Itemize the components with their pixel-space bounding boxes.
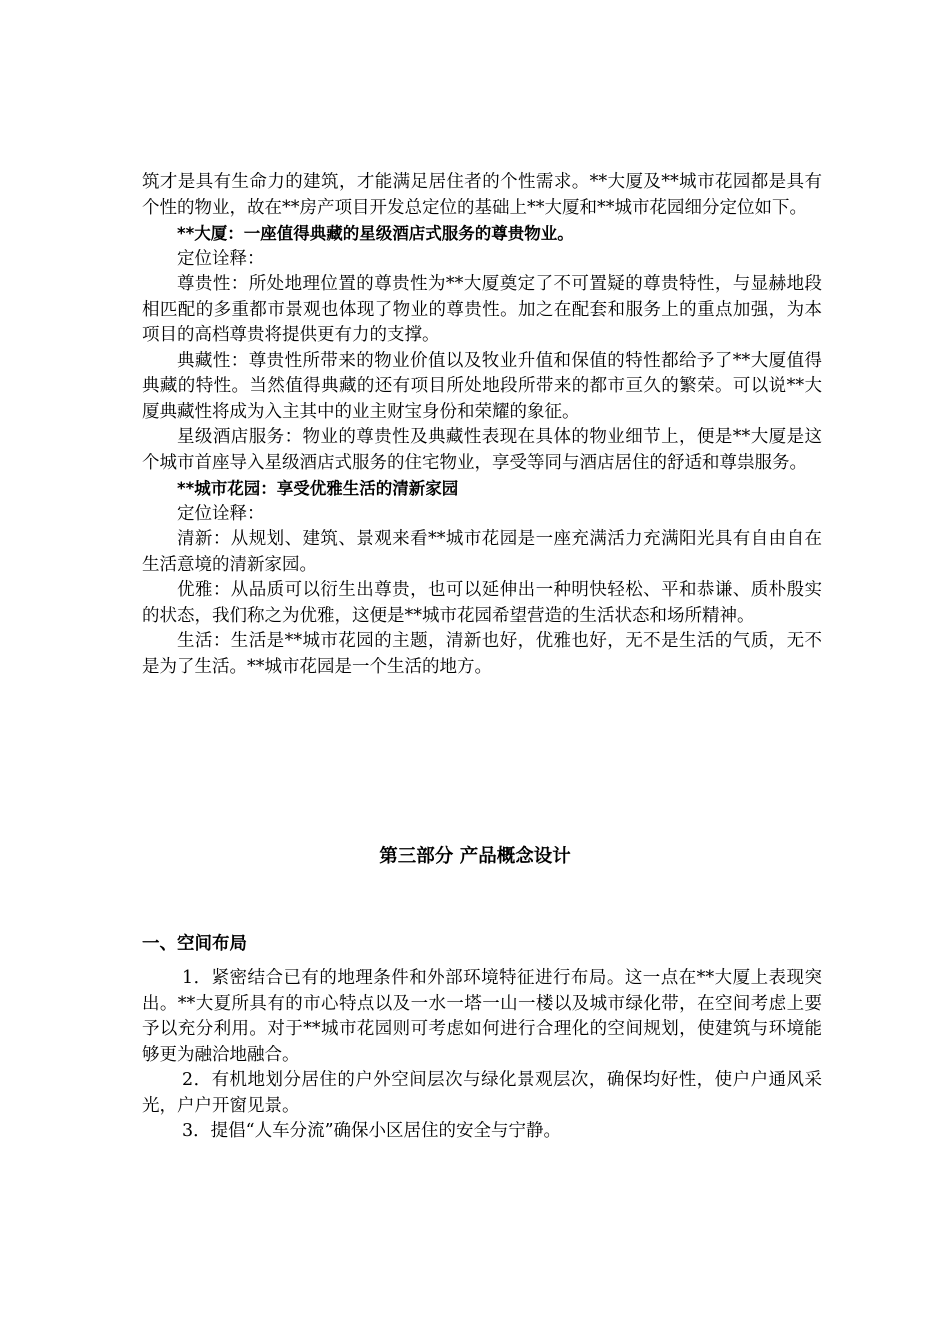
positioning-section (142, 170, 822, 680)
garden-life-paragraph: 生活：生活是**城市花园的主题，清新也好，优雅也好，无不是生活的气质，无不是为了生活。**城市花园是一个生活的地方。 (142, 631, 822, 677)
dasha-interpretation-label: 定位诠释： (177, 248, 265, 269)
layout-item-2: 2．有机地划分居住的户外空间层次与绿化景观层次，确保均好性，使户户通风采光，户户开窗见景。 (142, 1070, 822, 1116)
garden-elegant-paragraph: 优雅：从品质可以衍生出尊贵，也可以延伸出一种明快轻松、平和恭谦、质朴殷实的状态，我们称之为优雅，这便是**城市花园希望营造的生活状态和场所精神。 (142, 580, 822, 626)
garden-positioning-heading: **城市花园：享受优雅生活的清新家园 (177, 479, 459, 498)
space-layout-section (142, 966, 822, 1145)
dasha-hotel-service-paragraph: 星级酒店服务：物业的尊贵性及典藏性表现在具体的物业细节上，便是**大厦是这个城市首座导入星级酒店式服务的住宅物业，享受等同与酒店居住的舒适和尊祟服务。 (142, 427, 822, 473)
section-title: 一、空间布局 (142, 934, 247, 954)
garden-fresh-paragraph: 清新：从规划、建筑、景观来看**城市花园是一座充满活力充满阳光具有自由自在生活意境的清新家园。 (142, 529, 822, 575)
layout-item-3: 3．提倡“人车分流”确保小区居住的安全与宁静。 (182, 1121, 562, 1141)
dasha-nobility-paragraph: 尊贵性：所处地理位置的尊贵性为**大厦奠定了不可置疑的尊贵特性，与显赫地段相匹配的多重都市景观也体现了物业的尊贵性。加之在配套和服务上的重点加强，为本项目的高档尊贵将提供更有力的支撑。 (142, 274, 822, 345)
layout-item-1: 1．紧密结合已有的地理条件和外部环境特征进行布局。这一点在**大厦上表现突出。**大夏所具有的市心特点以及一水一塔一山一楼以及城市绿化带，在空间考虑上要予以充分利用。对于**城市花园则可考虑如何进行合理化的空间规划，使建筑与环境能够更为融洽地融合。 (142, 968, 822, 1065)
dasha-collectible-paragraph: 典藏性：尊贵性所带来的物业价值以及牧业升值和保值的特性都给予了**大厦值得典藏的特性。当然值得典藏的还有项目所处地段所带来的都市亘久的繁荣。可以说**大厦典藏性将成为入主其中的业主财宝身份和荣耀的象征。 (142, 350, 822, 422)
chapter-title: 第三部分 产品概念设计 (379, 846, 571, 867)
intro-paragraph: 筑才是具有生命力的建筑，才能满足居住者的个性需求。**大厦及**城市花园都是具有个性的物业，故在**房产项目开发总定位的基础上**大厦和**城市花园细分定位如下。 (142, 172, 822, 218)
dasha-positioning-heading: **大厦：一座值得典藏的星级酒店式服务的尊贵物业。 (177, 224, 574, 243)
garden-interpretation-label: 定位诠释： (177, 503, 265, 524)
